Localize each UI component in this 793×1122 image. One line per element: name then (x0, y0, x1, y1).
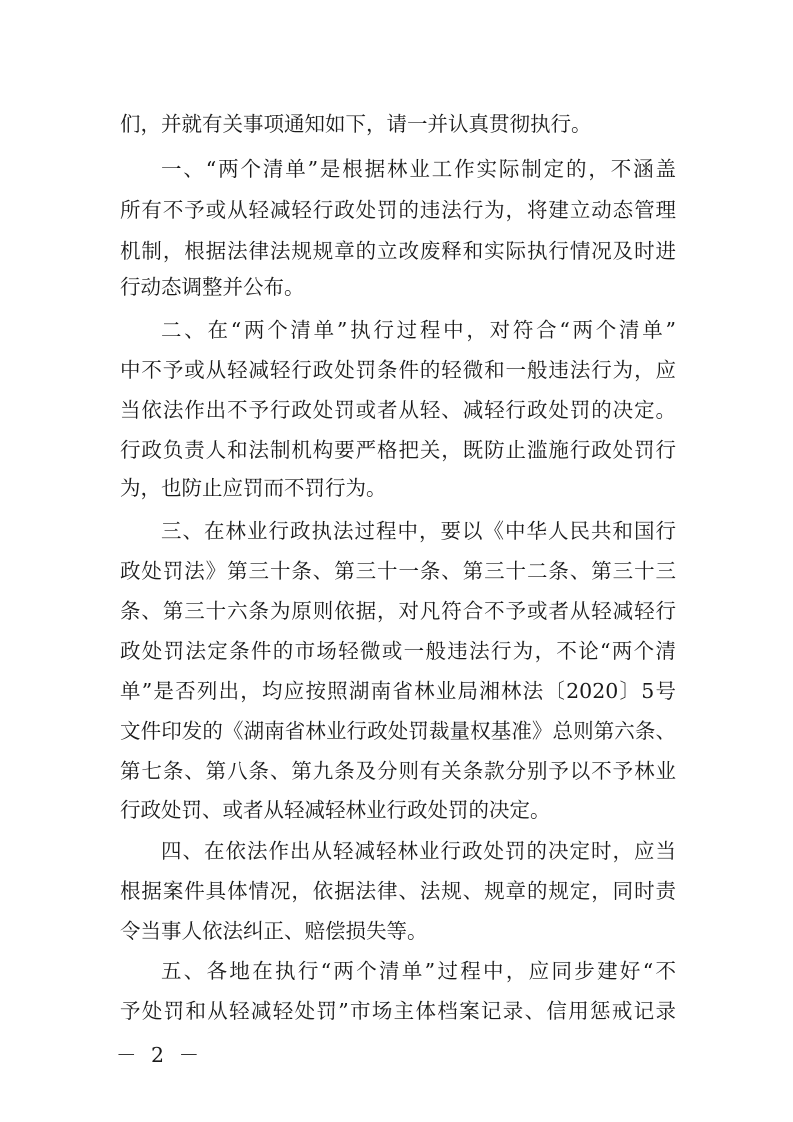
text-line: 当依法作出不予行政处罚或者从轻、减轻行政处罚的决定。 (120, 398, 676, 422)
text-line: 单”是否列出，均应按照湖南省林业局湘林法〔2020〕5号 (120, 679, 676, 703)
text-line: 第七条、第八条、第九条及分则有关条款分别予以不予林业 (120, 759, 676, 783)
text-line: 三、在林业行政执法过程中，要以《中华人民共和国行 (161, 519, 676, 543)
text-line: 予处罚和从轻减轻处罚”市场主体档案记录、信用惩戒记录 (120, 999, 676, 1023)
text-line: 行政处罚、或者从轻减轻林业行政处罚的决定。 (120, 798, 551, 822)
text-line: 所有不予或从轻减轻行政处罚的违法行为，将建立动态管理 (120, 198, 676, 222)
text-line: 中不予或从轻减轻行政处罚条件的轻微和一般违法行为，应 (120, 358, 676, 382)
text-line: 机制，根据法律法规规章的立改废释和实际执行情况及时进 (120, 239, 676, 263)
text-line: 们，并就有关事项通知如下，请一并认真贯彻执行。 (120, 112, 592, 136)
text-line: 根据案件具体情况，依据法律、法规、规章的规定，同时责 (120, 879, 676, 903)
text-line: 一、“两个清单”是根据林业工作实际制定的，不涵盖 (161, 157, 676, 181)
text-line: 条、第三十六条为原则依据，对凡符合不予或者从轻减轻行 (120, 599, 676, 623)
text-line: 文件印发的《湖南省林业行政处罚裁量权基准》总则第六条、 (120, 719, 676, 743)
page-number: － 2 － (116, 1043, 204, 1067)
text-line: 二、在“两个清单”执行过程中，对符合“两个清单” (161, 318, 676, 342)
text-line: 四、在依法作出从轻减轻林业行政处罚的决定时，应当 (161, 839, 676, 863)
text-line: 五、各地在执行“两个清单”过程中，应同步建好“不 (161, 959, 676, 983)
text-line: 令当事人依法纠正、赔偿损失等。 (120, 919, 428, 943)
text-line: 政处罚法》第三十条、第三十一条、第三十二条、第三十三 (120, 559, 676, 583)
text-line: 行动态调整并公布。 (120, 275, 305, 299)
text-line: 政处罚法定条件的市场轻微或一般违法行为，不论“两个清 (120, 639, 676, 663)
text-line: 为，也防止应罚而不罚行为。 (120, 476, 387, 500)
text-line: 行政负责人和法制机构要严格把关，既防止滥施行政处罚行 (120, 438, 676, 462)
